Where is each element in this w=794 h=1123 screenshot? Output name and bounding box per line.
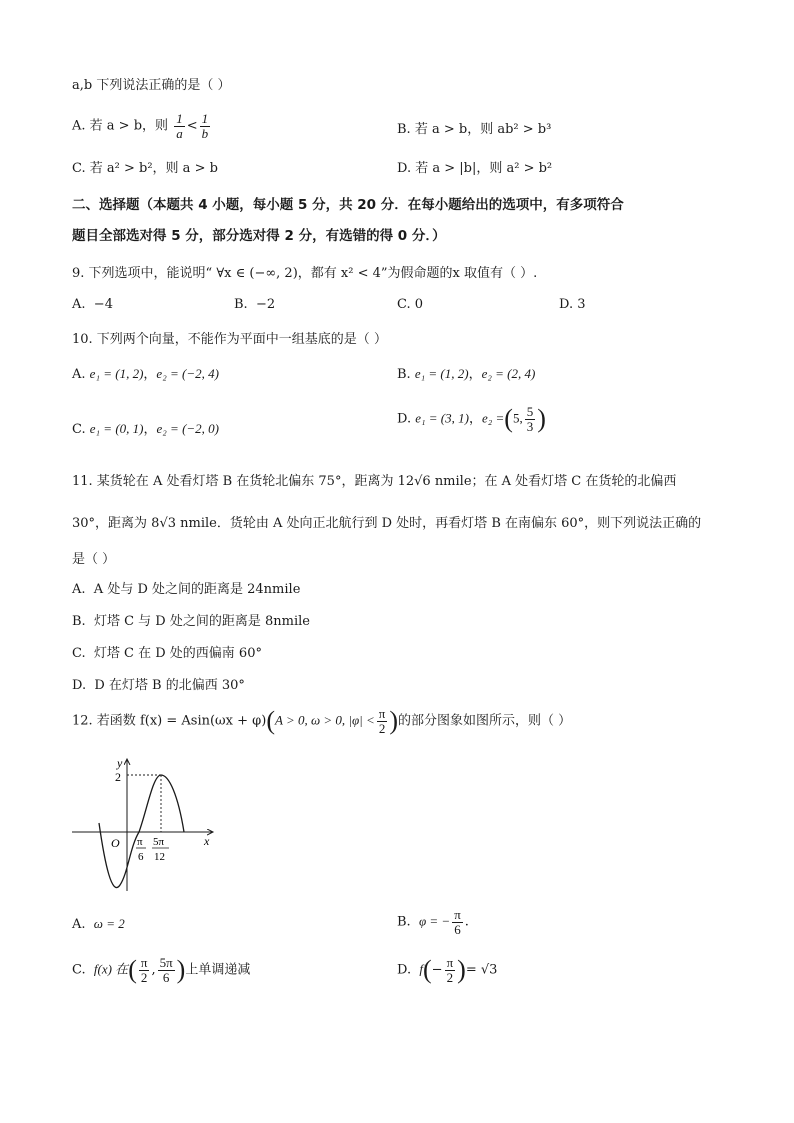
tick2-num: 5π (153, 836, 165, 848)
q9-option-a[interactable]: A. −4 (72, 297, 113, 312)
ymax-label: 2 (115, 770, 121, 784)
fraction: $\frac{5\pi}{6}$ (159, 954, 173, 985)
q10-option-b[interactable]: B. e₁ = (1, 2)，e₂ = (2, 4) (397, 366, 536, 382)
sine-curve (99, 775, 184, 888)
q11-stem-line1: 11. 某货轮在 A 处看灯塔 B 在货轮北偏东 75°，距离为 12√6 nmile；在 A 处看灯塔 C 在货轮的北偏西 (72, 474, 677, 489)
q8-option-c[interactable]: C. 若 a² > b²，则 a > b (72, 161, 218, 176)
q8-stem: a,b 下列说法正确的是（ ） (72, 78, 231, 93)
q11-stem-line3: 是（ ） (72, 552, 116, 567)
section-title-line1: 二、选择题（本题共 4 小题，每小题 5 分，共 20 分．在每小题给出的选项中，有多项符合 (72, 197, 624, 213)
q8-option-d[interactable]: D. 若 a > |b|，则 a² > b² (397, 161, 553, 176)
q8-option-a[interactable]: A. 若 a > b，则 $\frac{1}{a}$ < $\frac{1}{b}$ (72, 111, 209, 141)
section-title-line2: 题目全部选对得 5 分，部分选对得 2 分，有选错的得 0 分．） (72, 228, 446, 244)
fraction: $\frac{\pi}{2}$ (446, 954, 454, 985)
q11-option-c[interactable]: C. 灯塔 C 在 D 处的西偏南 60° (72, 646, 262, 661)
y-axis-label: y (117, 756, 123, 770)
fraction: $\frac{\pi}{6}$ (454, 907, 461, 937)
fraction: $\frac{\pi}{2}$ (140, 954, 148, 985)
q10-option-a[interactable]: A. e₁ = (1, 2)，e₂ = (−2, 4) (72, 366, 219, 382)
q10-option-d[interactable]: D. e₁ = (3, 1)，e₂ =(5, $\frac{5}{3}$ ) (397, 403, 546, 434)
tick1-num: π (137, 836, 143, 848)
tick1-den: 6 (138, 851, 144, 863)
q12-option-d[interactable]: D. f(− $\frac{\pi}{2}$ )= √3 (397, 954, 498, 985)
q8-option-b[interactable]: B. 若 a > b，则 ab² > b³ (397, 122, 552, 137)
q12-stem: 12. 若函数 f(x) = Asin(ωx + φ)(A > 0, ω > 0, |φ| < $\frac{\pi}{2}$ )的部分图象如图所示，则（ ） (72, 705, 572, 736)
q9-option-c[interactable]: C. 0 (397, 297, 424, 312)
q9-option-d[interactable]: D. 3 (559, 297, 586, 312)
q12-option-a[interactable]: A. ω = 2 (72, 916, 125, 932)
fraction: $\frac{5}{3}$ (526, 403, 534, 434)
tick2-den: 12 (154, 851, 165, 863)
q9-option-b[interactable]: B. −2 (234, 297, 276, 312)
origin-label: O (111, 836, 120, 850)
x-axis-label: x (204, 834, 210, 848)
q10-option-c[interactable]: C. e₁ = (0, 1)，e₂ = (−2, 0) (72, 421, 220, 437)
q11-stem-line2: 30°，距离为 8√3 nmile．货轮由 A 处向正北航行到 D 处时，再看灯塔 B 在南偏东 60°，则下列说法正确的 (72, 516, 702, 531)
fraction: $\frac{\pi}{2}$ (378, 705, 386, 736)
q11-option-a[interactable]: A. A 处与 D 处之间的距离是 24nmile (72, 582, 301, 597)
q12-option-b[interactable]: B. φ = − $\frac{\pi}{6}$ . (397, 907, 469, 937)
function-graph (68, 755, 228, 895)
fraction: $\frac{1}{a}$ (176, 111, 183, 141)
fraction: $\frac{1}{b}$ (201, 111, 209, 141)
q9-stem: 9. 下列选项中，能说明“ ∀x ∈ (−∞, 2)，都有 x² < 4”为假命题的x 取值有（ ）. (72, 266, 538, 281)
q11-option-d[interactable]: D. D 在灯塔 B 的北偏西 30° (72, 678, 245, 693)
q10-stem: 10. 下列两个向量，不能作为平面中一组基底的是（ ） (72, 332, 387, 347)
q12-option-c[interactable]: C. f(x) 在( $\frac{\pi}{2}$ , $\frac{5\pi}{6}$ )上单调递减 (72, 954, 251, 985)
q11-option-b[interactable]: B. 灯塔 C 与 D 处之间的距离是 8nmile (72, 614, 310, 629)
